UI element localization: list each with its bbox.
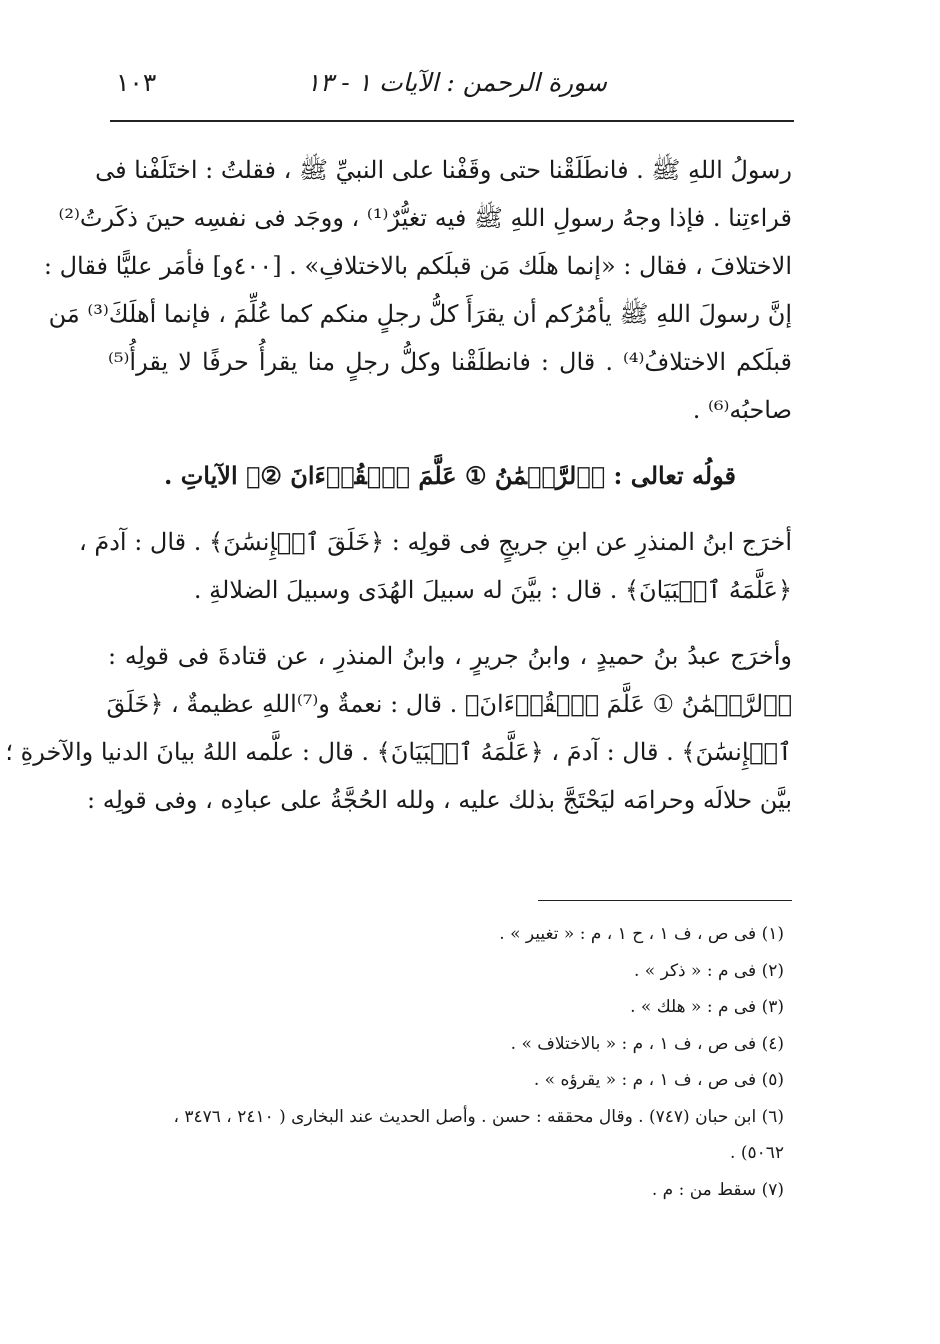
text-line: ﴿عَلَّمَهُ ٱلۡبَيَانَ﴾ . قال : بيَّنَ له سبيلَ الهُدَى وسبيلَ الضلالةِ . [193,576,792,604]
footnote: (٣) فى م : « هلك » . [630,997,784,1017]
running-title: سورة الرحمن : الآيات ١ - ١٣ [306,68,607,97]
footnote: (٧) سقط من : م . [651,1179,784,1200]
footnote-rule [538,900,792,901]
paragraph-gap [108,500,792,518]
main-text [5,146,793,824]
footnote: (٥) فى ص ، ف ١ ، م : « يقرؤه » . [533,1070,784,1090]
footnotes [100,916,784,1208]
text-line: الاختلافَ ، فقال : «إنما هلَك مَن قبلَكم بالاختلافِ» . [٤٠٠و] فأمَر عليًّا فقال : [43,252,792,280]
text-line: ﴿ٱلرَّحۡمَٰنُ ① عَلَّمَ ٱلۡقُرۡءَانَ﴾ . قال : نعمةٌ و⁽⁷⁾اللهِ عظيمةٌ ، ﴿خَلَقَ [106,690,792,718]
text-line: قراءتِنا . فإذا وجهُ رسولِ اللهِ ﷺ فيه تغيُّرٌ⁽¹⁾ ، ووجَد فى نفسِه حينَ ذكَرتُ⁽²⁾ [58,204,792,232]
text-line: وأخرَج عبدُ بنُ حميدٍ ، وابنُ جريرٍ ، وابنُ المنذرِ ، عن قتادةَ فى قولِه : [108,642,792,670]
text-line: أخرَج ابنُ المنذرِ عن ابنِ جريجٍ فى قولِه : ﴿خَلَقَ ٱلۡإِنسَٰنَ﴾ . قال : آدمَ ، [78,528,792,556]
footnote: (٢) فى م : « ذكر » . [633,960,784,981]
text-line: صاحبُه⁽⁶⁾ . [692,396,792,424]
footnote: (١) فى ص ، ف ١ ، ح ١ ، م : « تغيير » . [499,924,784,944]
paragraph-gap [108,614,792,632]
footnote-continuation: ٥٠٦٢) . [730,1143,784,1163]
page-header [110,62,792,102]
text-line: قبلَكم الاختلافُ⁽⁴⁾ . قال : فانطلَقْنا وكلُّ رجلٍ منا يقرأُ حرفًا لا يقرأُ⁽⁵⁾ [108,348,793,376]
footnote: (٤) فى ص ، ف ١ ، م : « بالاختلاف » . [510,1033,784,1054]
text-line: إنَّ رسولَ اللهِ ﷺ يأمُرُكم أن يقرَأَ كلُّ رجلٍ منكم كما عُلِّمَ ، فإنما أهلَكَ⁽³⁾ مَن [48,300,792,328]
paragraph-gap [108,434,792,452]
text-line: رسولُ اللهِ ﷺ . فانطَلَقْنا حتى وقَفْنا على النبيِّ ﷺ ، فقلتُ : اختَلَفْنا فى [95,156,792,184]
text-line: ٱلۡإِنسَٰنَ﴾ . قال : آدمَ ، ﴿عَلَّمَهُ ٱلۡبَيَانَ﴾ . قال : علَّمه اللهُ بيانَ الدنيا والآخرةِ ؛ [5,738,792,766]
header-rule [110,120,794,122]
page-number: ١٠٣ [116,68,157,97]
footnote: (٦) ابن حبان (٧٤٧) . وقال محققه : حسن . وأصل الحديث عند البخارى ( ٢٤١٠ ، ٣٤٧٦ ، [173,1106,784,1127]
verse-heading: قولُه تعالى : ﴿ٱلرَّحۡمَٰنُ ① عَلَّمَ ٱلۡقُرۡءَانَ ②﴾ الآياتِ . [163,461,736,490]
text-line: بيَّن حلالَه وحرامَه ليَحْتَجَّ بذلك عليه ، ولله الحُجَّةُ على عبادِه ، وفى قولِه : [86,786,792,814]
